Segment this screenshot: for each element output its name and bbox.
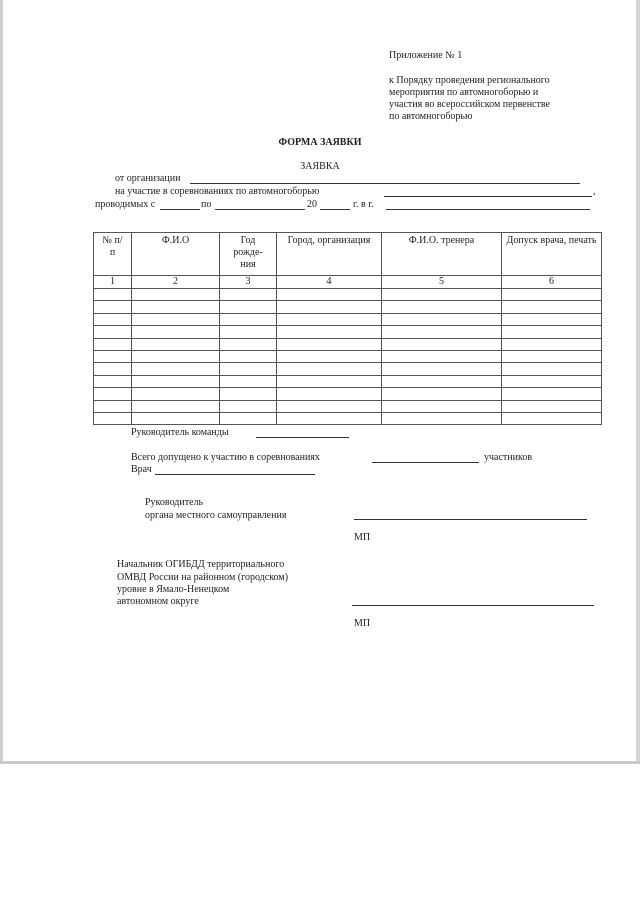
table-cell[interactable] (277, 363, 382, 375)
stamp-label-1: МП (354, 532, 371, 543)
org-label: от организации (115, 173, 181, 184)
ogibdd-signature-line[interactable] (352, 605, 594, 606)
participation-label: на участие в соревнованиях по автомногоборью (115, 186, 320, 197)
table-cell[interactable] (502, 363, 602, 375)
table-row (94, 350, 602, 362)
table-cell[interactable] (94, 388, 132, 400)
table-cell[interactable] (94, 326, 132, 338)
team-leader-line[interactable] (256, 437, 349, 438)
table-cell[interactable] (502, 338, 602, 350)
col-number: 5 (382, 276, 502, 289)
participants-table (93, 232, 602, 425)
table-cell[interactable] (502, 350, 602, 362)
held-from-label: проводимых с (95, 199, 156, 210)
doctor-line[interactable] (155, 474, 315, 475)
zayavka-title: ЗАЯВКА (300, 161, 340, 172)
table-cell[interactable] (277, 289, 382, 301)
stamp-label-2: МП (354, 618, 371, 629)
table-cell[interactable] (382, 289, 502, 301)
table-row (94, 400, 602, 412)
table-cell[interactable] (94, 313, 132, 325)
table-cell[interactable] (277, 388, 382, 400)
col-number: 4 (277, 276, 382, 289)
table-cell[interactable] (94, 412, 132, 424)
participants-label: участников (484, 452, 533, 463)
ogibdd-line: ОМВД России на районном (городском) (117, 572, 289, 583)
table-cell[interactable] (220, 350, 277, 362)
table-cell[interactable] (502, 412, 602, 424)
table-cell[interactable] (382, 313, 502, 325)
table-cell[interactable] (502, 313, 602, 325)
table-cell[interactable] (220, 338, 277, 350)
local-leader-signature-line[interactable] (354, 519, 587, 520)
table-cell[interactable] (277, 301, 382, 313)
end-date-line[interactable] (215, 209, 305, 210)
table-cell[interactable] (382, 350, 502, 362)
table-cell[interactable] (132, 363, 220, 375)
held-year-label: 20 (307, 199, 317, 210)
held-to-label: по (201, 199, 212, 210)
table-row (94, 375, 602, 387)
table-cell[interactable] (132, 289, 220, 301)
table-row (94, 289, 602, 301)
col-header-city-org: Город, организация (277, 233, 382, 276)
table-cell[interactable] (277, 412, 382, 424)
table-cell[interactable] (132, 388, 220, 400)
table-cell[interactable] (94, 289, 132, 301)
table-row (94, 313, 602, 325)
col-number: 6 (502, 276, 602, 289)
table-cell[interactable] (94, 400, 132, 412)
table-cell[interactable] (132, 301, 220, 313)
table-row (94, 301, 602, 313)
competition-field-line[interactable] (384, 196, 592, 197)
table-cell[interactable] (220, 412, 277, 424)
col-header-number: № п/п (94, 233, 132, 276)
appendix-title: Приложение № 1 (389, 50, 463, 61)
col-header-birth-year: Год рожде- ния (220, 233, 277, 276)
doctor-label: Врач (131, 464, 152, 475)
appendix-line: мероприятия по автомногоборью и (389, 87, 539, 98)
table-cell[interactable] (502, 388, 602, 400)
appendix-line: к Порядку проведения регионального (389, 75, 550, 86)
table-cell[interactable] (502, 289, 602, 301)
table-cell[interactable] (132, 326, 220, 338)
table-cell[interactable] (382, 326, 502, 338)
table-cell[interactable] (132, 400, 220, 412)
table-cell[interactable] (382, 412, 502, 424)
table-cell[interactable] (94, 350, 132, 362)
ogibdd-line: уровне в Ямало-Ненецком (117, 584, 230, 595)
page-edge-left (0, 0, 3, 763)
col-number: 1 (94, 276, 132, 289)
table-row (94, 326, 602, 338)
table-cell[interactable] (132, 350, 220, 362)
table-cell[interactable] (382, 375, 502, 387)
ogibdd-line: автономном округе (117, 596, 199, 607)
appendix-line: по автомногоборью (389, 111, 473, 122)
table-cell[interactable] (502, 326, 602, 338)
table-cell[interactable] (94, 375, 132, 387)
appendix-line: участия во всероссийском первенстве (389, 99, 550, 110)
table-cell[interactable] (382, 400, 502, 412)
table-cell[interactable] (220, 388, 277, 400)
table-cell[interactable] (220, 313, 277, 325)
table-cell[interactable] (132, 338, 220, 350)
table-cell[interactable] (277, 375, 382, 387)
form-title: ФОРМА ЗАЯВКИ (278, 137, 362, 148)
held-city-label: г. в г. (353, 199, 374, 210)
table-cell[interactable] (220, 301, 277, 313)
table-cell[interactable] (502, 400, 602, 412)
table-cell[interactable] (382, 338, 502, 350)
start-date-line[interactable] (160, 209, 200, 210)
table-cell[interactable] (502, 301, 602, 313)
table-cell[interactable] (220, 375, 277, 387)
table-cell[interactable] (220, 289, 277, 301)
team-leader-label: Руководитель команды (131, 427, 229, 438)
table-row (94, 363, 602, 375)
empty-rows (94, 289, 602, 425)
table-row (94, 388, 602, 400)
year-field-line[interactable] (320, 209, 350, 210)
page-edge-right (636, 0, 640, 763)
table-row (94, 412, 602, 424)
table-cell[interactable] (277, 338, 382, 350)
table-cell[interactable] (220, 400, 277, 412)
table-cell[interactable] (277, 400, 382, 412)
table-cell[interactable] (277, 350, 382, 362)
total-admitted-label: Всего допущено к участию в соревнованиях (131, 452, 320, 463)
table-cell[interactable] (502, 375, 602, 387)
col-header-coach: Ф.И.О. тренера (382, 233, 502, 276)
col-number: 3 (220, 276, 277, 289)
page-edge-bottom (0, 761, 640, 764)
local-leader-org-label: органа местного самоуправления (145, 510, 287, 521)
ogibdd-line: Начальник ОГИБДД территориального (117, 559, 285, 570)
col-header-doctor-admission: Допуск врача, печать (502, 233, 602, 276)
table-cell[interactable] (132, 313, 220, 325)
participation-comma: , (593, 186, 596, 197)
table-cell[interactable] (132, 412, 220, 424)
city-field-line[interactable] (386, 209, 590, 210)
table-cell[interactable] (94, 363, 132, 375)
table-cell[interactable] (382, 388, 502, 400)
table-row (94, 338, 602, 350)
org-field-line[interactable] (190, 183, 580, 184)
table-cell[interactable] (132, 375, 220, 387)
table-cell[interactable] (277, 313, 382, 325)
col-header-name: Ф.И.О (132, 233, 220, 276)
table-cell[interactable] (220, 326, 277, 338)
table-cell[interactable] (94, 301, 132, 313)
table-cell[interactable] (220, 363, 277, 375)
col-number: 2 (132, 276, 220, 289)
table-cell[interactable] (382, 363, 502, 375)
table-cell[interactable] (277, 326, 382, 338)
total-admitted-line[interactable] (372, 462, 479, 463)
table-cell[interactable] (382, 301, 502, 313)
local-leader-label: Руководитель (145, 497, 204, 508)
table-cell[interactable] (94, 338, 132, 350)
